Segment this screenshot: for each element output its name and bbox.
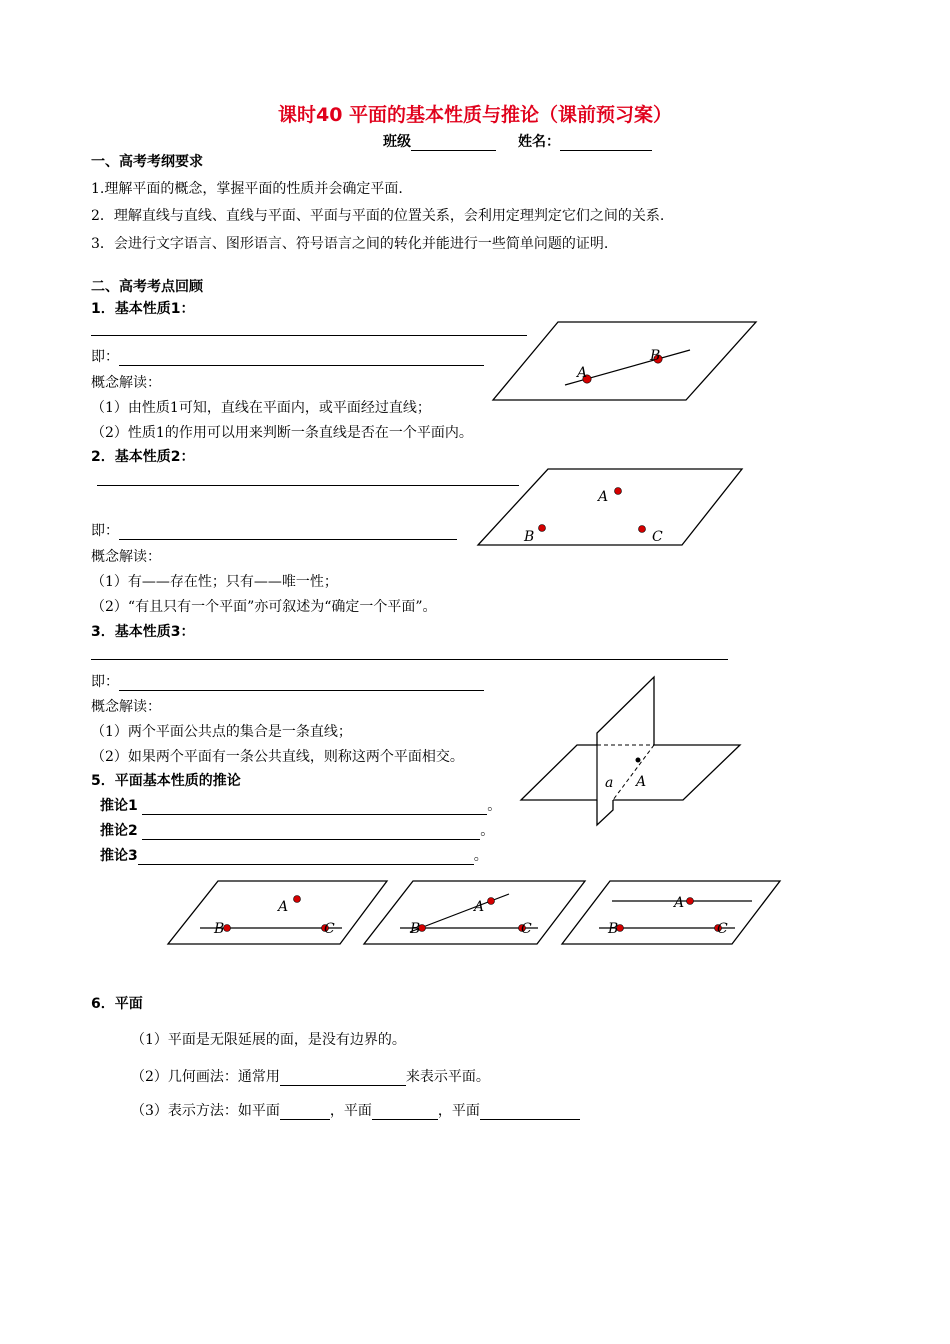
name-label: 姓名：: [518, 134, 560, 150]
corollary-heading: 5．平面基本性质的推论: [91, 773, 241, 789]
label-c: C: [324, 921, 335, 937]
corollary-3-label: 推论3: [100, 848, 138, 864]
property3-heading: 3．基本性质3：: [91, 624, 195, 640]
label-a: A: [598, 489, 609, 505]
plane-item-3: [131, 1100, 580, 1120]
section1-heading: 一、高考考纲要求: [91, 154, 203, 170]
property3-interp: 概念解读：: [91, 699, 161, 715]
corollary-2-label: 推论2: [100, 823, 138, 839]
label-c: C: [652, 529, 663, 545]
drawing-method-blank[interactable]: [280, 1071, 406, 1086]
property1-item-1: （1）由性质1可知，直线在平面内，或平面经过直线；: [91, 400, 431, 416]
property1-item-2: （2）性质1的作用可以用来判断一条直线是否在一个平面内。: [91, 425, 473, 441]
plane-shape: [562, 881, 780, 944]
label-line-a: a: [605, 775, 614, 791]
plane-heading: 6．平面: [91, 996, 143, 1012]
corollary-2-end: 。: [480, 823, 495, 839]
section1-item-3: 3．会进行文字语言、图形语言、符号语言之间的转化并能进行一些简单问题的证明.: [91, 236, 609, 252]
page-title: 课时40 平面的基本性质与推论（课前预习案）: [277, 104, 673, 126]
point-a: [687, 898, 694, 905]
property1-heading: 1．基本性质1：: [91, 301, 195, 317]
section1-item-1: 1.理解平面的概念，掌握平面的性质并会确定平面.: [91, 181, 403, 197]
label-c: C: [521, 921, 532, 937]
property2-interp: 概念解读：: [91, 549, 161, 565]
corollary-1-end: 。: [487, 798, 502, 814]
section1-item-2: 2．理解直线与直线、直线与平面、平面与平面的位置关系，会利用定理判定它们之间的关系.: [91, 208, 665, 224]
label-a: A: [474, 899, 485, 915]
property2-heading: 2．基本性质2：: [91, 449, 195, 465]
label-b: B: [650, 348, 661, 364]
plane-item-2-pre: （2）几何画法：通常用: [131, 1069, 280, 1085]
label-c: C: [717, 921, 728, 937]
plane-item-3-mid1: ，平面: [329, 1103, 372, 1119]
corollary-3-end: 。: [473, 848, 488, 864]
class-label: 班级: [383, 134, 411, 150]
ji-label: 即：: [91, 674, 119, 690]
label-a: A: [278, 899, 289, 915]
section2-heading: 二、高考考点回顾: [91, 279, 203, 295]
label-a: A: [577, 365, 588, 381]
label-point-a: A: [636, 774, 647, 790]
plane-item-3-pre: （3）表示方法：如平面: [131, 1103, 280, 1119]
property3-item-2: （2）如果两个平面有一条公共直线，则称这两个平面相交。: [91, 749, 464, 765]
notation-blank-2[interactable]: [372, 1105, 438, 1120]
label-a: A: [674, 895, 685, 911]
label-b: B: [608, 921, 619, 937]
corollary-1-label: 推论1: [100, 798, 138, 814]
label-b: B: [524, 529, 535, 545]
plane-item-3-mid2: ，平面: [437, 1103, 480, 1119]
plane-item-1: （1）平面是无限延展的面，是没有边界的。: [131, 1032, 406, 1048]
label-b: B: [214, 921, 225, 937]
plane-item-2: [131, 1066, 490, 1086]
label-b: B: [410, 921, 421, 937]
property2-item-2: （2）“有且只有一个平面”亦可叙述为“确定一个平面”。: [91, 599, 437, 615]
ji-label: 即：: [91, 523, 119, 539]
notation-blank-3[interactable]: [480, 1105, 580, 1120]
property3-item-1: （1）两个平面公共点的集合是一条直线；: [91, 724, 352, 740]
notation-blank-1[interactable]: [280, 1105, 330, 1120]
property2-item-1: （1）有——存在性；只有——唯一性；: [91, 574, 338, 590]
ji-label: 即：: [91, 349, 119, 365]
property1-interp: 概念解读：: [91, 375, 161, 391]
plane-item-2-post: 来表示平面。: [405, 1069, 490, 1085]
